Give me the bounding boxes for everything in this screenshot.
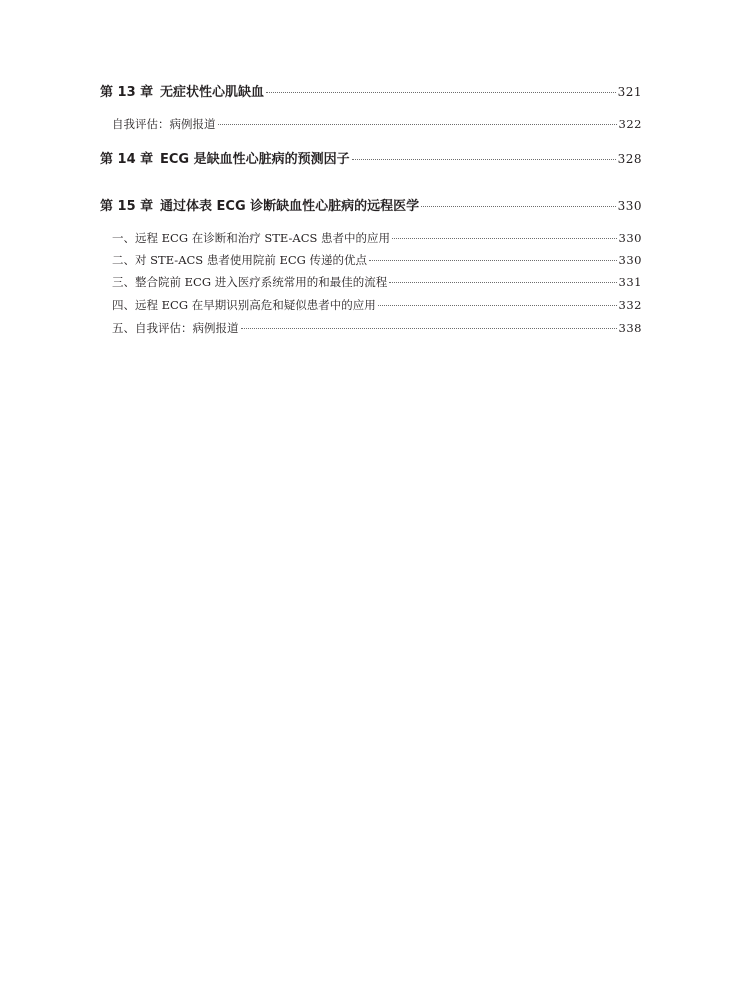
page-number: 338 <box>618 321 642 335</box>
dot-leader <box>369 260 617 261</box>
page-number: 330 <box>618 231 642 245</box>
dot-leader <box>392 238 617 239</box>
toc-section-15-3[interactable] <box>112 274 642 290</box>
chapter-number: 第 15 章 <box>100 199 154 214</box>
dot-leader <box>241 328 617 329</box>
dot-leader <box>352 159 616 160</box>
page-number: 321 <box>617 85 642 99</box>
toc-chapter-13[interactable] <box>100 83 642 101</box>
dot-leader <box>266 92 616 93</box>
section-title: 四、远程 ECG 在早期识别高危和疑似患者中的应用 <box>112 298 376 312</box>
chapter-title: 无症状性心肌缺血 <box>160 85 265 100</box>
page-number: 328 <box>617 152 642 166</box>
section-title: 三、整合院前 ECG 进入医疗系统常用的和最佳的流程 <box>112 275 388 289</box>
toc-section-15-5[interactable] <box>112 320 642 336</box>
page-number: 330 <box>617 199 642 213</box>
page-number: 322 <box>618 117 642 131</box>
chapter-title: ECG 是缺血性心脏病的预测因子 <box>160 152 350 167</box>
section-title: 二、对 STE-ACS 患者使用院前 ECG 传递的优点 <box>112 253 368 267</box>
toc-chapter-15[interactable] <box>100 197 642 215</box>
dot-leader <box>389 282 616 283</box>
chapter-number: 第 14 章 <box>100 152 154 167</box>
section-title: 一、远程 ECG 在诊断和治疗 STE-ACS 患者中的应用 <box>112 231 391 245</box>
page-number: 331 <box>618 275 642 289</box>
page-number: 332 <box>618 298 642 312</box>
section-title: 五、自我评估：病例报道 <box>112 321 239 335</box>
section-title: 自我评估：病例报道 <box>112 117 216 131</box>
dot-leader <box>378 305 617 306</box>
page-number: 330 <box>618 253 642 267</box>
toc-section-15-2[interactable] <box>112 252 642 268</box>
toc-chapter-14[interactable] <box>100 150 642 168</box>
chapter-number: 第 13 章 <box>100 85 154 100</box>
toc-section-self-assessment-13[interactable] <box>112 116 642 132</box>
chapter-title: 通过体表 ECG 诊断缺血性心脏病的远程医学 <box>160 199 420 214</box>
dot-leader <box>218 124 617 125</box>
dot-leader <box>421 206 615 207</box>
toc-section-15-4[interactable] <box>112 297 642 313</box>
toc-section-15-1[interactable] <box>112 230 642 246</box>
